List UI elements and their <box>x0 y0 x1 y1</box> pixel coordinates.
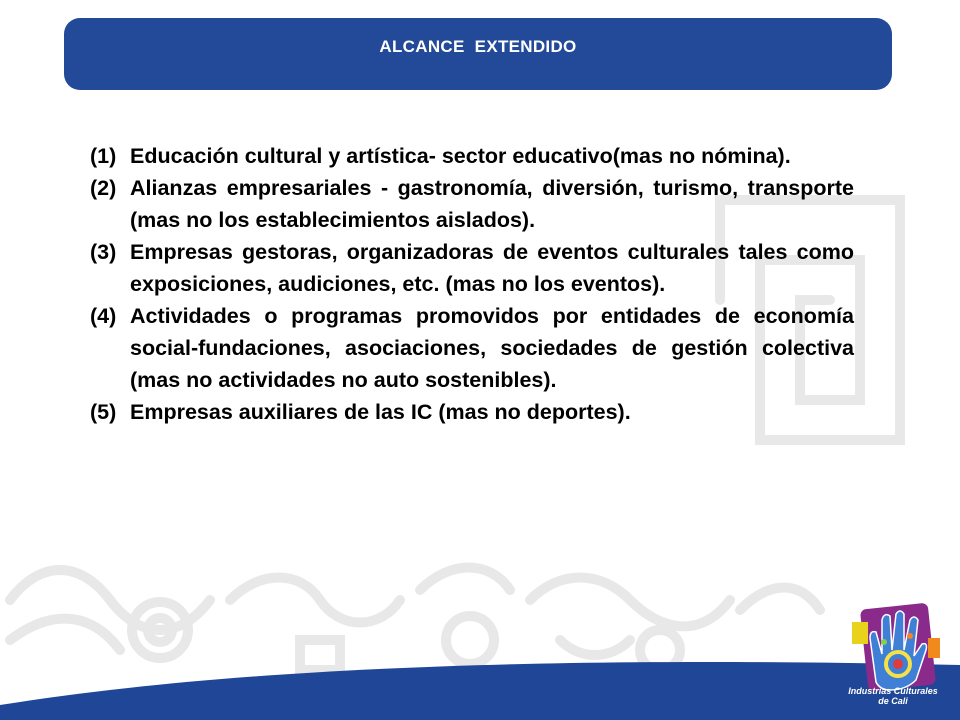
list-item <box>90 172 854 236</box>
list-item-text: Alianzas empresariales - gastronomía, diversión, turismo, transporte (mas no los establecimientos aislados). <box>130 176 854 232</box>
list-item-text: Educación cultural y artística- sector educativo(mas no nómina). <box>130 144 791 168</box>
list-item-number: (5) <box>90 400 117 424</box>
list-item-number: (4) <box>90 304 117 328</box>
slide-title: ALCANCE EXTENDIDO <box>379 37 577 56</box>
list-item-number: (3) <box>90 240 117 264</box>
list-item-text: Empresas auxiliares de las IC (mas no deportes). <box>130 400 631 424</box>
logo-caption <box>826 686 960 706</box>
list-item <box>90 300 854 396</box>
list-item-number: (2) <box>90 176 117 200</box>
list-item-text: Actividades o programas promovidos por entidades de economía social-fundaciones, asociaciones, sociedades de gestión colectiva (mas no actividades no auto sostenibles). <box>130 304 854 392</box>
list-item-text: Empresas gestoras, organizadoras de eventos culturales tales como exposiciones, audiciones, etc. (mas no los eventos). <box>130 240 854 296</box>
logo-caption-line2: de Cali <box>878 696 908 706</box>
list-item <box>90 140 854 172</box>
list-item-number: (1) <box>90 144 117 168</box>
logo-caption-line1: Industrias Culturales <box>848 686 938 696</box>
list-item <box>90 396 854 428</box>
scope-list <box>90 140 854 428</box>
list-item <box>90 236 854 300</box>
title-bar <box>64 18 892 90</box>
